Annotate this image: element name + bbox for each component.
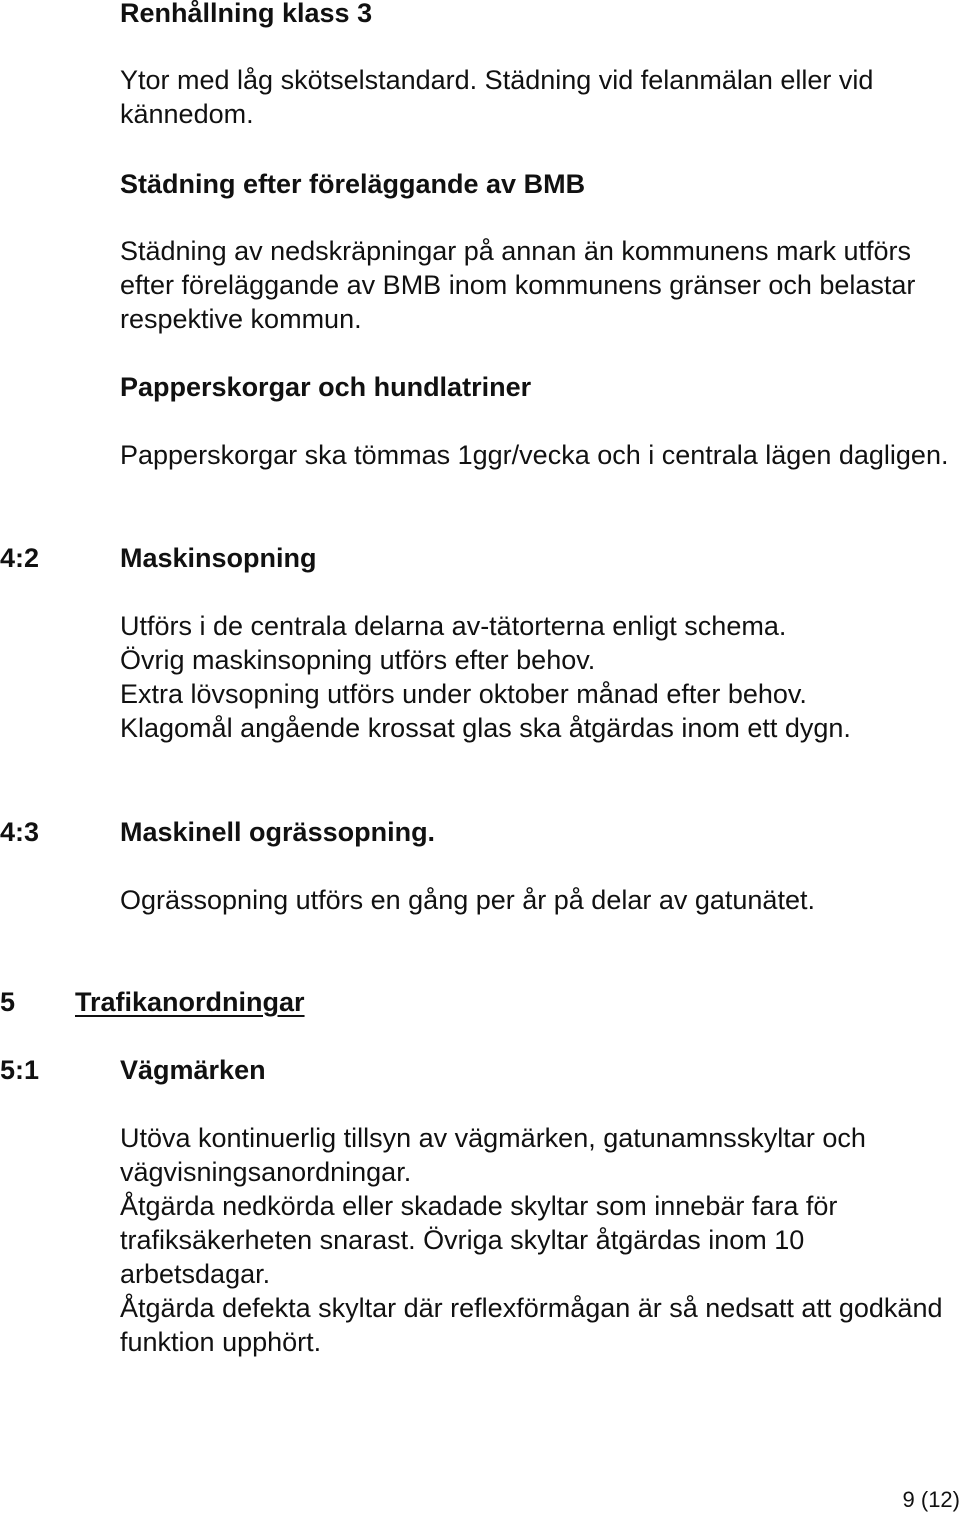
section-number-5-1: 5:1 [0,1055,40,1085]
heading-stadning-bmb: Städning efter föreläggande av BMB [120,169,586,199]
paragraph-vagmarken-1: Utöva kontinuerlig tillsyn av vägmärken, gatunamnsskyltar och vägvisningsanordningar. [120,1123,866,1187]
text-klass-3: Ytor med låg skötselstandard. Städning vid felanmälan eller vid kännedom. [120,65,874,129]
text-stadning-bmb: Städning av nedskräpningar på annan än kommunens mark utförs efter föreläggande av BMB inom kommunens gränser och belastar respektive kommun. [120,236,916,334]
section-number-5: 5 [0,987,16,1017]
line-maskinsopning-4: Klagomål angående krossat glas ska åtgärdas inom ett dygn. [120,713,851,743]
heading-vagmarken: Vägmärken [120,1055,266,1085]
page-number: 9 (12) [902,1487,960,1512]
paragraph-vagmarken-3: Åtgärda defekta skyltar där reflexförmågan är så nedsatt att godkänd funktion upphört. [120,1293,943,1357]
heading-maskinsopning: Maskinsopning [120,543,317,573]
section-number-4-3: 4:3 [0,817,40,847]
line-maskinsopning-3: Extra lövsopning utförs under oktober månad efter behov. [120,679,807,709]
heading-renhallning-klass-3: Renhållning klass 3 [120,0,373,28]
text-ograssopning: Ogrässopning utförs en gång per år på delar av gatunätet. [120,885,815,915]
heading-trafikanordningar: Trafikanordningar [75,987,305,1017]
heading-maskinell-ograssopning: Maskinell ogrässopning. [120,817,436,847]
heading-papperskorgar: Papperskorgar och hundlatriner [120,372,532,402]
paragraph-vagmarken-2: Åtgärda nedkörda eller skadade skyltar som innebär fara för trafiksäkerheten snarast. Övriga skyltar åtgärdas inom 10 arbetsdagar. [120,1191,838,1289]
section-number-4-2: 4:2 [0,543,40,573]
line-maskinsopning-2: Övrig maskinsopning utförs efter behov. [120,645,596,675]
text-papperskorgar: Papperskorgar ska tömmas 1ggr/vecka och i centrala lägen dagligen. [120,440,949,470]
line-maskinsopning-1: Utförs i de centrala delarna av-tätorterna enligt schema. [120,611,787,641]
